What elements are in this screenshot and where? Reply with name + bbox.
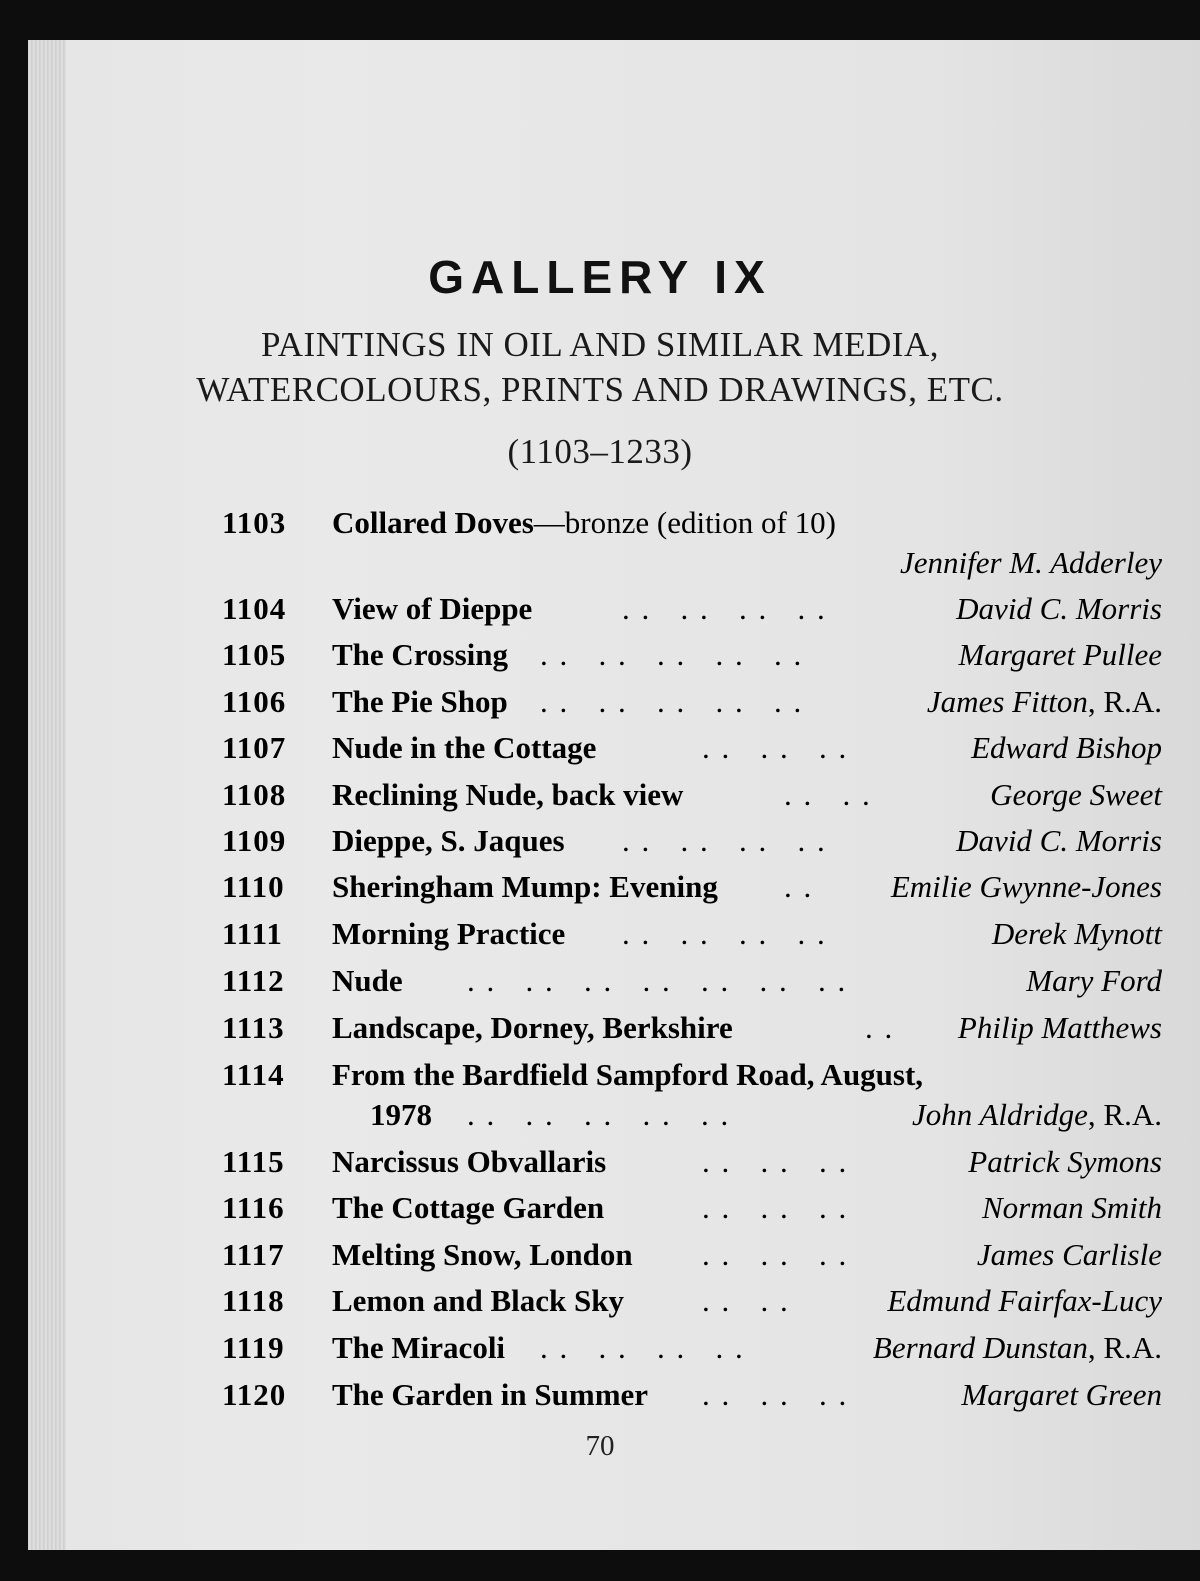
- entry-1116: [222, 1185, 1162, 1231]
- artist-name: Margaret Green: [961, 1377, 1162, 1412]
- dot-leaders: . . . . . . . .: [622, 823, 827, 858]
- artist-name: Norman Smith: [982, 1190, 1162, 1225]
- entry-title: Lemon and Black Sky: [332, 1283, 625, 1318]
- artist-name: Derek Mynott: [991, 916, 1162, 951]
- entry-number: 1117: [222, 1237, 285, 1272]
- entry-title: Sheringham Mump: Evening: [332, 869, 718, 904]
- entry-artist: [982, 1185, 1162, 1231]
- entry-number: 1120: [222, 1377, 287, 1412]
- artist-name: Margaret Pullee: [958, 637, 1162, 672]
- entry-1106: [222, 679, 1162, 725]
- entry-1111: [222, 911, 1162, 957]
- entry-number: 1119: [222, 1330, 285, 1365]
- entry-number: 1118: [222, 1283, 285, 1318]
- entry-title: View of Dieppe: [332, 591, 533, 626]
- entry-title-medium: —bronze (edition of 10): [533, 505, 836, 540]
- catalogue-range: (1103–1233): [507, 432, 693, 471]
- entry-1108: [222, 772, 1162, 818]
- entry-artist: [891, 864, 1162, 910]
- entry-number: 1116: [222, 1190, 285, 1225]
- entry-1112: [222, 958, 1162, 1004]
- entry-1110: [222, 864, 1162, 910]
- dot-leaders: . . . . . .: [702, 1237, 849, 1272]
- entry-title: Melting Snow, London: [332, 1237, 633, 1272]
- gallery-heading: GALLERY IX: [428, 251, 772, 303]
- entry-number: 1114: [222, 1057, 285, 1092]
- entry-number: 1106: [222, 684, 287, 719]
- entry-1104: [222, 586, 1162, 632]
- entry-title: The Miracoli: [332, 1330, 506, 1365]
- entry-artist: [912, 1092, 1162, 1138]
- entry-number: 1104: [222, 591, 287, 626]
- entry-artist: [961, 1372, 1162, 1418]
- dot-leaders: . . . . . . . .: [540, 1330, 745, 1365]
- entry-title-continuation: 1978: [370, 1097, 432, 1132]
- artist-name: David C. Morris: [956, 823, 1162, 858]
- artist-suffix: , R.A.: [1087, 684, 1162, 719]
- entry-title: The Garden in Summer: [332, 1377, 649, 1412]
- artist-suffix: , R.A.: [1087, 1330, 1162, 1365]
- entry-title-main: Collared Doves: [332, 505, 534, 540]
- entry-title: Landscape, Dorney, Berkshire: [332, 1010, 733, 1045]
- entry-artist: [959, 632, 1162, 678]
- entry-number: 1112: [222, 963, 285, 998]
- entry-1113: [222, 1005, 1162, 1051]
- artist-suffix: , R.A.: [1087, 1097, 1162, 1132]
- entry-artist: [971, 725, 1162, 771]
- artist-name: Mary Ford: [1026, 963, 1162, 998]
- entry-title: From the Bardfield Sampford Road, August,: [332, 1057, 924, 1092]
- entry-number: 1103: [222, 505, 287, 540]
- dot-leaders: . . . . . . . . . .: [540, 684, 804, 719]
- entry-number: 1105: [222, 637, 287, 672]
- dot-leaders: . . . . . . . . . .: [540, 637, 804, 672]
- entry-artist: [956, 586, 1162, 632]
- dot-leaders: . . . . . . . . . .: [467, 1097, 731, 1132]
- dot-leaders: . .: [865, 1010, 895, 1045]
- artist-name: Edward Bishop: [971, 730, 1162, 765]
- entry-number: 1111: [222, 916, 283, 951]
- artist-name: George Sweet: [990, 777, 1162, 812]
- entry-artist: [887, 1278, 1162, 1324]
- entry-number: 1115: [222, 1144, 285, 1179]
- entry-title: The Crossing: [332, 637, 508, 672]
- entry-number: 1110: [222, 869, 285, 904]
- entry-number: 1107: [222, 730, 287, 765]
- entry-1109: [222, 818, 1162, 864]
- entry-title: The Cottage Garden: [332, 1190, 605, 1225]
- entry-artist: [956, 818, 1162, 864]
- entry-title: Dieppe, S. Jaques: [332, 823, 565, 858]
- artist-name: Emilie Gwynne-Jones: [890, 869, 1162, 904]
- dot-leaders: . . . .: [702, 1283, 790, 1318]
- entry-artist: [977, 1232, 1162, 1278]
- dot-leaders: . . . . . .: [702, 1377, 849, 1412]
- dot-leaders: . . . . . . . .: [622, 916, 827, 951]
- artist-name: James Fitton: [926, 684, 1088, 719]
- artist-name: John Aldridge: [911, 1097, 1088, 1132]
- entry-number: 1113: [222, 1010, 285, 1045]
- entry-1120: [222, 1372, 1162, 1418]
- entry-1114-continuation: [222, 1092, 1162, 1138]
- dot-leaders: . . . .: [784, 777, 872, 812]
- entry-artist: [992, 911, 1162, 957]
- dot-leaders: . . . . . .: [702, 1144, 849, 1179]
- entry-1119: [222, 1325, 1162, 1371]
- artist-name: Jennifer M. Adderley: [900, 545, 1162, 580]
- entry-artist: [958, 1005, 1162, 1051]
- entry-1103-artist-line: [222, 540, 1162, 586]
- entry-artist: [1026, 958, 1162, 1004]
- entry-artist: [990, 772, 1162, 818]
- entry-title: Nude in the Cottage: [332, 730, 597, 765]
- subheading-line-2: WATERCOLOURS, PRINTS AND DRAWINGS, ETC.: [196, 370, 1004, 409]
- entry-1117: [222, 1232, 1162, 1278]
- entry-artist: [927, 679, 1162, 725]
- entry-title: Narcissus Obvallaris: [332, 1144, 607, 1179]
- subheading-line-1: PAINTINGS IN OIL AND SIMILAR MEDIA,: [261, 325, 939, 364]
- entry-number: 1109: [222, 823, 287, 858]
- entry-artist: [873, 1325, 1162, 1371]
- dot-leaders: . . . . . .: [702, 1190, 849, 1225]
- artist-name: James Carlisle: [976, 1237, 1162, 1272]
- dot-leaders: . . . . . . . . . . . . . .: [467, 963, 848, 998]
- entry-artist: [900, 540, 1162, 586]
- entry-title: Reclining Nude, back view: [332, 777, 684, 812]
- entry-artist: [968, 1139, 1162, 1185]
- artist-name: David C. Morris: [956, 591, 1162, 626]
- page-number: 70: [585, 1430, 615, 1462]
- dot-leaders: . . . . . .: [702, 730, 849, 765]
- entry-title: Morning Practice: [332, 916, 566, 951]
- entry-number: 1108: [222, 777, 287, 812]
- artist-name: Bernard Dunstan: [872, 1330, 1088, 1365]
- entry-title: The Pie Shop: [332, 684, 508, 719]
- entry-1105: [222, 632, 1162, 678]
- dot-leaders: . .: [784, 869, 814, 904]
- artist-name: Philip Matthews: [957, 1010, 1162, 1045]
- artist-name: Patrick Symons: [968, 1144, 1162, 1179]
- dot-leaders: . . . . . . . .: [622, 591, 827, 626]
- entry-1107: [222, 725, 1162, 771]
- artist-name: Edmund Fairfax-Lucy: [887, 1283, 1162, 1318]
- entry-1115: [222, 1139, 1162, 1185]
- entry-title: Nude: [332, 963, 403, 998]
- entry-1118: [222, 1278, 1162, 1324]
